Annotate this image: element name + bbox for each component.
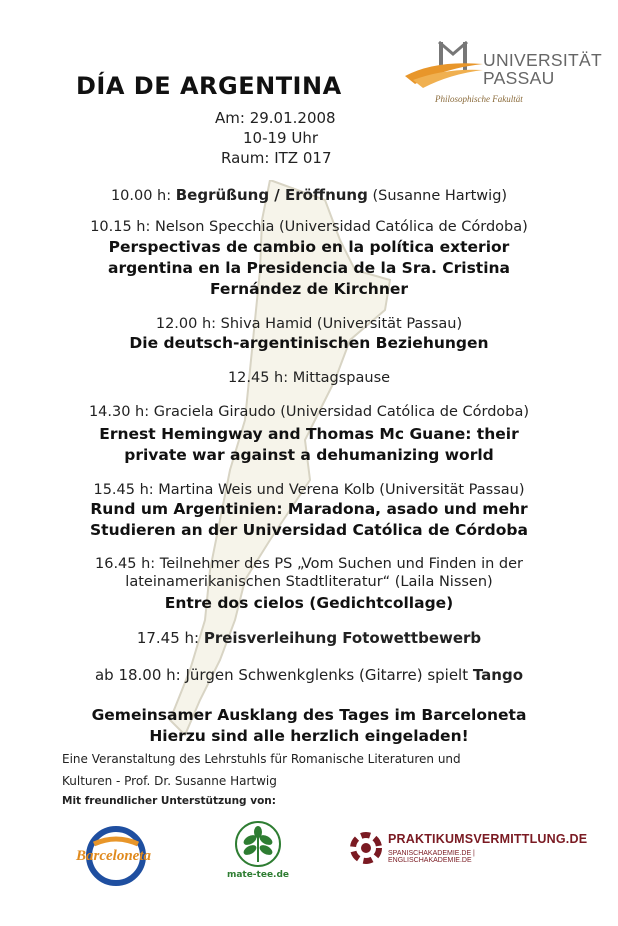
program-time: 10.00 h: <box>110 188 176 204</box>
program-title-3: Die deutsch-argentinischen Beziehungen <box>129 334 489 352</box>
event-room: Raum: ITZ 017 <box>221 149 332 167</box>
program-title-5-line2: private war against a dehumanizing world <box>124 446 494 464</box>
program-speaker-7-line2: lateinamerikanischen Stadtliteratur“ (Laila Nissen) <box>125 574 493 590</box>
praktikumsvermittlung-logo <box>346 826 588 870</box>
page-title: DÍA DE ARGENTINA <box>76 72 342 100</box>
praktikum-sublabel: SPANISCHAKADEMIE.DE | ENGLISCHAKADEMIE.DE <box>388 850 475 864</box>
university-name-line1: UNIVERSITÄT <box>483 50 603 70</box>
program-speaker: (Susanne Hartwig) <box>367 188 508 204</box>
event-time: 10-19 Uhr <box>243 129 319 147</box>
program-item-8 <box>0 629 618 647</box>
program-speaker-7-line1: 16.45 h: Teilnehmer des PS „Vom Suchen und Finden in der <box>95 556 523 572</box>
program-title-6-line1: Rund um Argentinien: Maradona, asado und mehr <box>90 500 528 518</box>
program-title-5-line1: Ernest Hemingway and Thomas Mc Guane: their <box>99 425 519 443</box>
program-item-4: 12.45 h: Mittagspause <box>227 370 391 386</box>
program-speaker-2: 10.15 h: Nelson Specchia (Universidad Católica de Córdoba) <box>90 219 528 235</box>
closing-line1: Gemeinsamer Ausklang des Tages im Barceloneta <box>91 706 527 724</box>
support-note: Mit freundlicher Unterstützung von: <box>62 795 276 807</box>
organizer-line2: Kulturen - Prof. Dr. Susanne Hartwig <box>62 774 277 788</box>
barceloneta-label: Barceloneta <box>76 848 151 864</box>
program-highlight: Tango <box>472 666 524 684</box>
program-item-9 <box>0 666 618 684</box>
organizer-line1: Eine Veranstaltung des Lehrstuhls für Romanische Literaturen und <box>62 752 461 766</box>
program-title: Begrüßung / Eröffnung <box>175 186 368 204</box>
program-title-6-line2: Studieren an der Universidad Católica de Córdoba <box>90 521 528 539</box>
mate-tee-label: mate-tee.de <box>226 870 290 880</box>
program-text: ab 18.00 h: Jürgen Schwenkglenks (Gitarre) spielt <box>94 666 473 684</box>
event-date: Am: 29.01.2008 <box>215 109 336 127</box>
closing-line2: Hierzu sind alle herzlich eingeladen! <box>149 727 469 745</box>
program-speaker-5: 14.30 h: Graciela Giraudo (Universidad Católica de Córdoba) <box>88 404 530 420</box>
mate-tee-logo <box>226 820 290 884</box>
program-speaker-3: 12.00 h: Shiva Hamid (Universität Passau) <box>155 316 463 332</box>
leaf-icon <box>226 820 290 870</box>
program-item-1 <box>0 186 618 204</box>
program-speaker-6: 15.45 h: Martina Weis und Verena Kolb (Universität Passau) <box>93 482 525 498</box>
program-title: Preisverleihung Fotowettbewerb <box>203 629 482 647</box>
university-logo <box>405 40 605 110</box>
praktikum-label: PRAKTIKUMSVERMITTLUNG.DE <box>388 832 588 846</box>
gear-icon <box>346 828 386 868</box>
university-name-line2: PASSAU <box>483 68 555 88</box>
barceloneta-logo <box>76 826 176 886</box>
program-title-2-line2: argentina en la Presidencia de la Sra. Cristina <box>107 259 511 277</box>
program-title-7: Entre dos cielos (Gedichtcollage) <box>164 594 454 612</box>
program-title-2-line3: Fernández de Kirchner <box>209 280 409 298</box>
faculty-name: Philosophische Fakultät <box>435 94 523 104</box>
university-emblem-icon <box>405 40 485 100</box>
program-title-2-line1: Perspectivas de cambio en la política exterior <box>108 238 510 256</box>
program-time: 17.45 h: <box>136 629 204 647</box>
